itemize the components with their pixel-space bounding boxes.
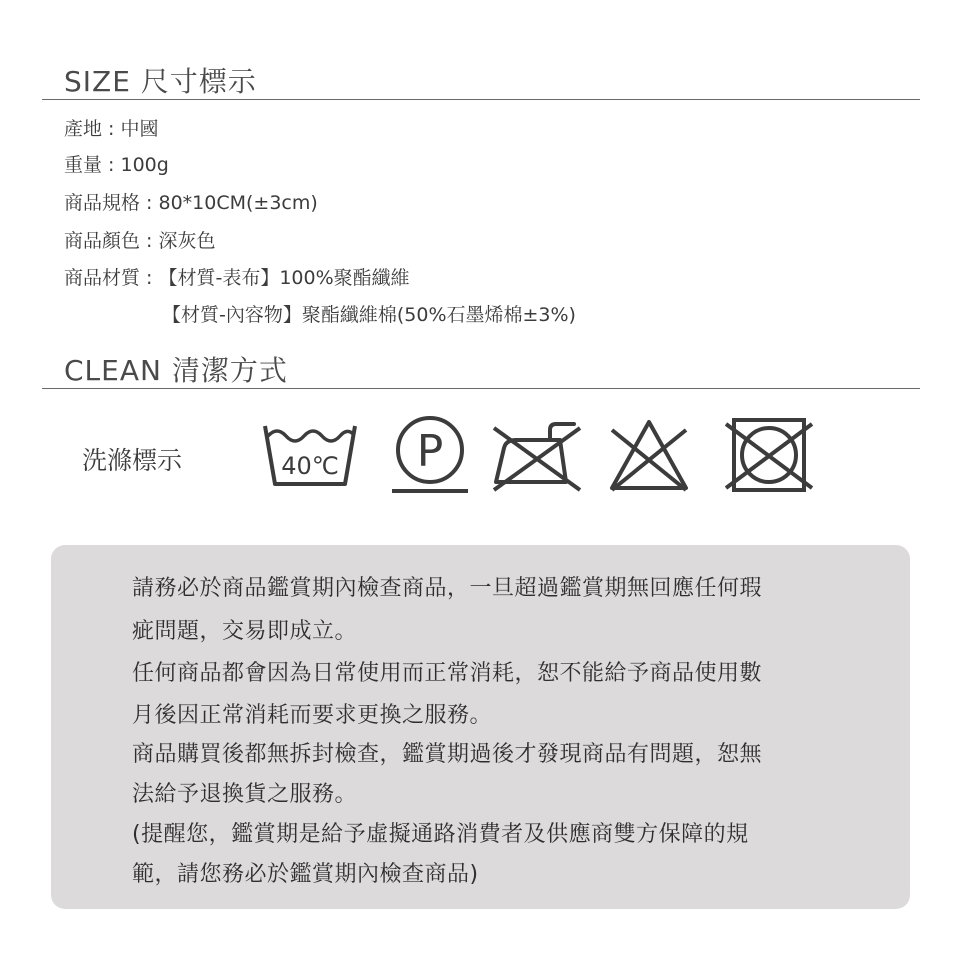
- dry-clean-p-icon: [388, 413, 472, 495]
- notice-line: (提醒您，鑑賞期是給予虛擬通路消費者及供應商雙方保障的規: [132, 822, 749, 847]
- spec-value: 100g: [120, 154, 169, 176]
- size-section-title: SIZE 尺寸標示: [64, 65, 257, 98]
- notice-line: 範，請您務必於鑑賞期內檢查商品): [132, 862, 479, 887]
- wash-label: 洗滌標示: [82, 446, 183, 475]
- spec-dimensions: [64, 191, 318, 215]
- spec-label: 產地 :: [64, 118, 121, 140]
- spec-material: [64, 266, 410, 290]
- notice-line: 任何商品都會因為日常使用而正常消耗，恕不能給予商品使用數: [132, 661, 763, 686]
- no-bleach-icon: [608, 418, 690, 494]
- spec-color: [64, 229, 216, 253]
- wash-40-icon: [262, 420, 358, 490]
- spec-value: 【材質-表布】100%聚酯纖維: [158, 267, 410, 289]
- spec-material-continuation: 【材質-內容物】聚酯纖維棉(50%石墨烯棉±3%): [162, 304, 576, 326]
- notice-line: 疵問題，交易即成立。: [132, 619, 358, 644]
- spec-origin: [64, 117, 159, 141]
- no-iron-icon: [490, 418, 584, 494]
- spec-label: 重量 :: [64, 154, 121, 176]
- clean-section-title: CLEAN 清潔方式: [64, 354, 288, 387]
- spec-value: 深灰色: [158, 230, 216, 252]
- no-tumble-dry-icon: [722, 416, 816, 494]
- notice-line: 月後因正常消耗而要求更換之服務。: [132, 703, 493, 728]
- spec-value: 中國: [120, 118, 159, 140]
- size-section-divider: [42, 99, 920, 100]
- notice-line: 商品購買後都無拆封檢查，鑑賞期過後才發現商品有問題，恕無: [132, 742, 763, 767]
- clean-section-divider: [42, 388, 920, 389]
- spec-weight: [64, 153, 169, 177]
- notice-line: 法給予退換貨之服務。: [132, 782, 358, 807]
- dry-clean-letter: P: [416, 426, 444, 477]
- spec-label: 商品材質 :: [64, 267, 159, 289]
- spec-label: 商品顏色 :: [64, 230, 159, 252]
- spec-value: 80*10CM(±3cm): [158, 192, 318, 214]
- notice-line: 請務必於商品鑑賞期內檢查商品，一旦超過鑑賞期無回應任何瑕: [132, 576, 763, 601]
- spec-label: 商品規格 :: [64, 192, 159, 214]
- wash-temp-label: 40℃: [281, 452, 339, 480]
